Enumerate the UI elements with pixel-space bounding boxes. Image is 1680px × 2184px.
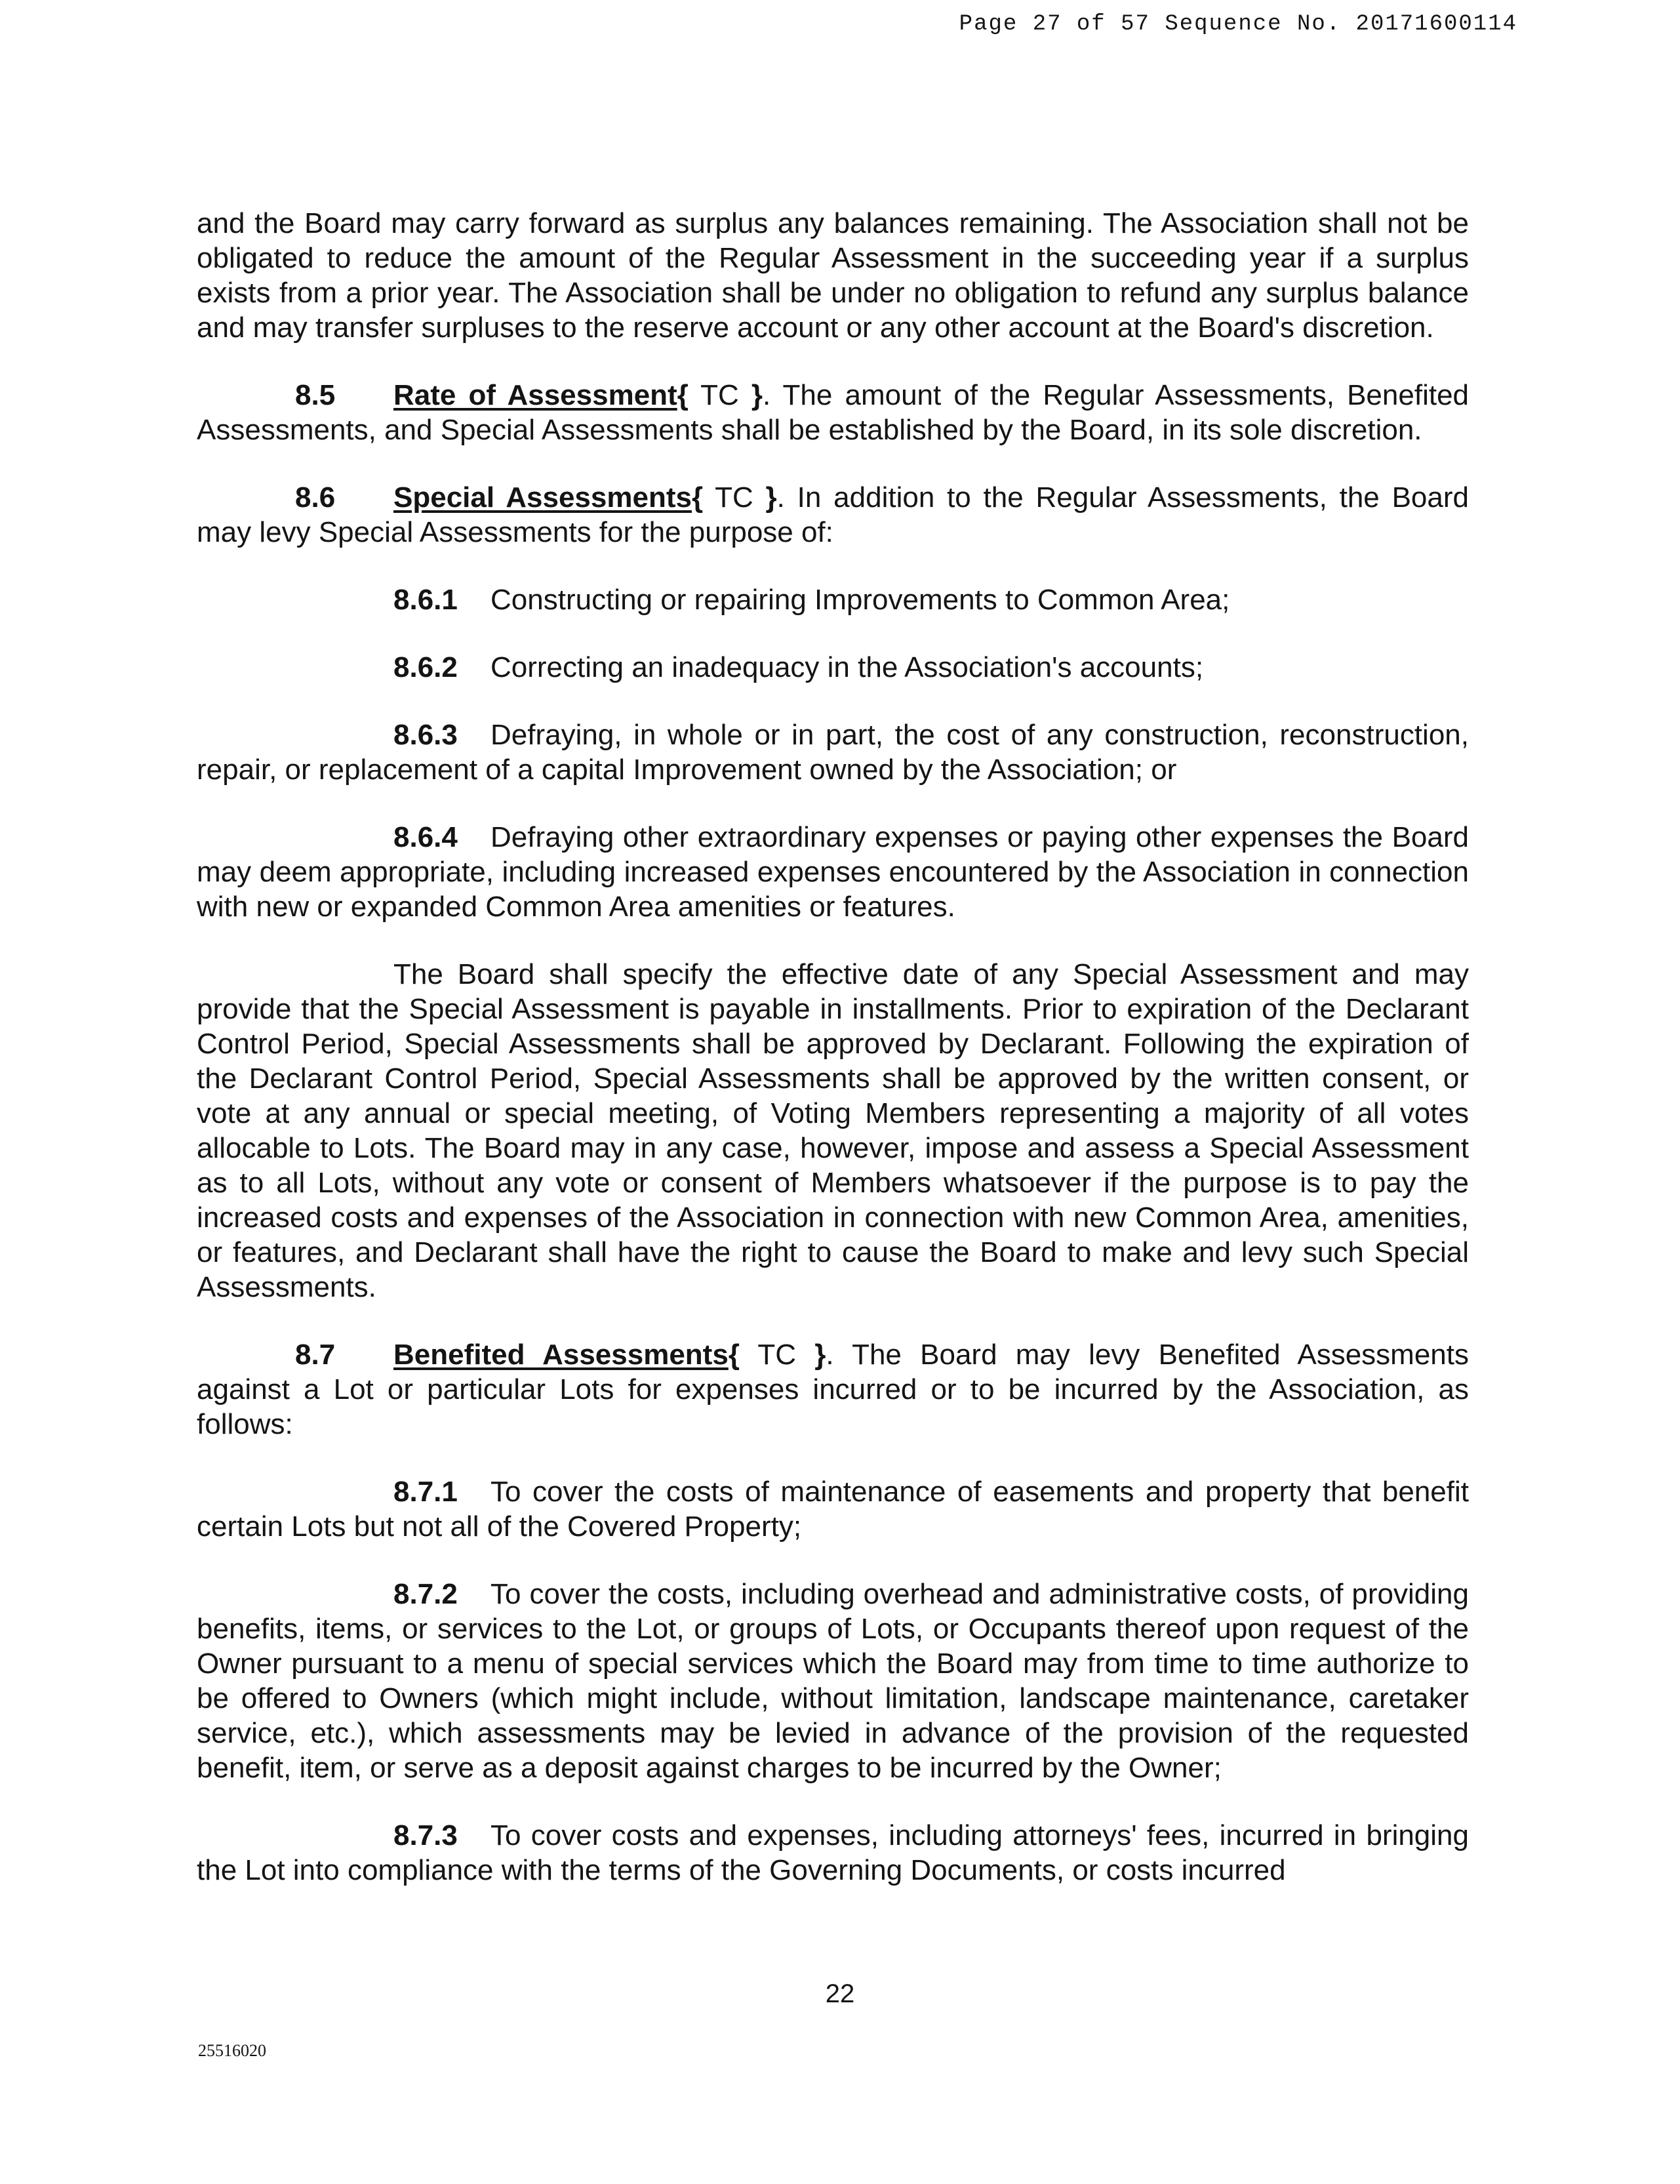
subsection-text: Constructing or repairing Improvements to Common Area; bbox=[490, 584, 1230, 616]
special-assessment-closing-paragraph: The Board shall specify the effective date of any Special Assessment and may provide that the Special Assessment is payable in installments. Prior to expiration of the Declarant Control Period, Special Assessments shall be approved by Declarant. Following the expiration of the Declarant Control Period, Special Assessments shall be approved by the written consent, or vote at any annual or special meeting, of Voting Members representing a majority of all votes allocable to Lots. The Board may in any case, however, impose and assess a Special Assessment as to all Lots, without any vote or consent of Members whatsoever if the purpose is to pay the increased costs and expenses of the Association in connection with new Common Area, amenities, or features, and Declarant shall have the right to cause the Board to make and levy such Special Assessments. bbox=[197, 958, 1469, 1303]
subsection-8-7-2 bbox=[197, 1577, 1469, 1785]
tc-close-brace: } bbox=[814, 1339, 826, 1371]
subsection-number: 8.7.1 bbox=[393, 1476, 458, 1508]
subsection-number: 8.6.1 bbox=[393, 584, 458, 616]
section-text: . The Board may levy Benefited Assessments against a Lot or particular Lots for expenses incurred or to be incurred by the Association, as follows: bbox=[197, 1339, 1470, 1440]
subsection-number: 8.6.2 bbox=[393, 651, 458, 683]
section-text: . In addition to the Regular Assessments, the Board may levy Special Assessments for the purpose of: bbox=[197, 481, 1469, 548]
subsection-text: To cover the costs, including overhead and administrative costs, of providing benefits, items, or services to the Lot, or groups of Lots, or Occupants thereof upon request of the Owner pursuant to a menu of special services which the Board may from time to time authorize to be offered to Owners (which might include, without limitation, landscape maintenance, caretaker service, etc.), which assessments may be levied in advance of the provision of the requested benefit, item, or serve as a deposit against charges to be incurred by the Owner; bbox=[197, 1578, 1469, 1784]
tc-marker: TC bbox=[703, 481, 766, 514]
tc-marker: TC bbox=[688, 379, 751, 411]
subsection-text: To cover costs and expenses, including attorneys' fees, incurred in bringing the Lot into compliance with the terms of the Governing Documents, or costs incurred bbox=[197, 1819, 1469, 1886]
section-8-7 bbox=[197, 1337, 1469, 1442]
subsection-8-7-1 bbox=[197, 1474, 1469, 1544]
page-number: 22 bbox=[825, 1979, 855, 2008]
tc-open-brace: { bbox=[677, 379, 689, 411]
subsection-text: To cover the costs of maintenance of easements and property that benefit certain Lots but not all of the Covered Property; bbox=[197, 1476, 1469, 1543]
document-body bbox=[197, 206, 1469, 1920]
tc-close-brace: } bbox=[751, 379, 763, 411]
subsection-text: Correcting an inadequacy in the Association's accounts; bbox=[490, 651, 1204, 683]
section-title: Rate of Assessment bbox=[393, 379, 677, 411]
subsection-number: 8.6.3 bbox=[393, 719, 458, 751]
tc-close-brace: } bbox=[765, 481, 777, 514]
section-title: Special Assessments bbox=[393, 481, 692, 514]
tc-open-brace: { bbox=[691, 481, 704, 514]
section-number: 8.7 bbox=[295, 1339, 336, 1371]
tc-open-brace: { bbox=[728, 1339, 740, 1371]
document-id: 25516020 bbox=[198, 2041, 266, 2060]
section-title: Benefited Assessments bbox=[393, 1339, 729, 1371]
subsection-8-6-1 bbox=[197, 582, 1469, 617]
subsection-8-7-3 bbox=[197, 1818, 1469, 1888]
subsection-text: Defraying, in whole or in part, the cost of any construction, reconstruction, repair, or replacement of a capital Improvement owned by the Association; or bbox=[197, 719, 1469, 786]
subsection-text: Defraying other extraordinary expenses or paying other expenses the Board may deem appropriate, including increased expenses encountered by the Association in connection with new or expanded Common Area amenities or features. bbox=[197, 821, 1469, 923]
subsection-8-6-4 bbox=[197, 820, 1469, 924]
subsection-8-6-2 bbox=[197, 650, 1469, 685]
subsection-number: 8.7.3 bbox=[393, 1819, 458, 1851]
section-8-5 bbox=[197, 378, 1469, 447]
section-number: 8.6 bbox=[295, 481, 336, 514]
subsection-8-6-3 bbox=[197, 718, 1469, 787]
page-header: Page 27 of 57 Sequence No. 20171600114 bbox=[959, 12, 1517, 37]
section-number: 8.5 bbox=[295, 379, 336, 411]
section-8-6 bbox=[197, 480, 1469, 550]
intro-paragraph: and the Board may carry forward as surplus any balances remaining. The Association shall not be obligated to reduce the amount of the Regular Assessment in the succeeding year if a surplus exists from a prior year. The Association shall be under no obligation to refund any surplus balance and may transfer surpluses to the reserve account or any other account at the Board's discretion. bbox=[197, 207, 1469, 344]
tc-marker: TC bbox=[739, 1339, 815, 1371]
section-text: . The amount of the Regular Assessments, Benefited Assessments, and Special Assessments shall be established by the Board, in its sole discretion. bbox=[197, 379, 1470, 446]
subsection-number: 8.6.4 bbox=[393, 821, 458, 853]
subsection-number: 8.7.2 bbox=[393, 1578, 458, 1610]
